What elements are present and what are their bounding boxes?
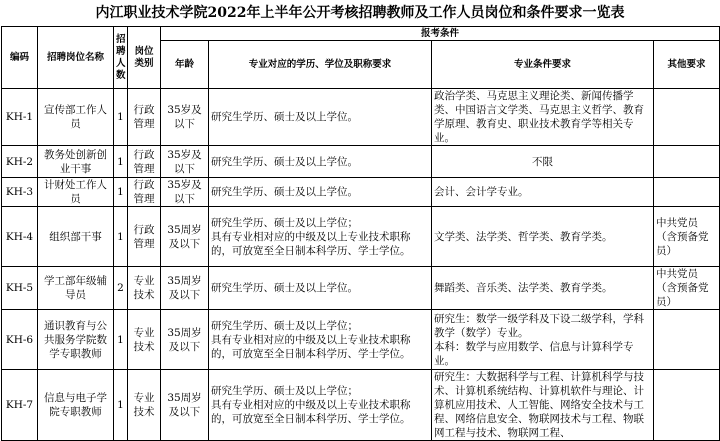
- cell-category: 专业技术: [128, 370, 161, 441]
- cell-other: 中共党员（含预备党员）: [654, 207, 720, 267]
- cell-code: KH-6: [2, 310, 38, 370]
- cell-position: 教务处创新创业干事: [38, 146, 114, 178]
- cell-education: 研究生学历、硕士及以上学位； 具有专业相对应的中级及以上专业技术职称的，可放宽至全日制本科学历、学士学位。: [209, 207, 432, 267]
- cell-major: 政治学类、马克思主义理论类、新闻传播学类、中国语言文学类、马克思主义哲学、教育学原理、教育史、职业技术教育学等相关专业。: [432, 89, 654, 146]
- table-row: [2, 310, 720, 370]
- cell-education: 研究生学历、硕士及以上学位。: [209, 146, 432, 178]
- cell-education: 研究生学历、硕士及以上学位。: [209, 267, 432, 310]
- cell-position: 学工部年级辅导员: [38, 267, 114, 310]
- cell-age: 35周岁及以下: [161, 267, 209, 310]
- cell-code: KH-3: [2, 178, 38, 207]
- table-row: [2, 207, 720, 267]
- cell-code: KH-1: [2, 89, 38, 146]
- cell-code: KH-2: [2, 146, 38, 178]
- cell-category: 专业技术: [128, 310, 161, 370]
- cell-age: 35岁及以下: [161, 178, 209, 207]
- cell-education: 研究生学历、硕士及以上学位； 具有专业相对应的中级及以上专业技术职称的，可放宽至全日制本科学历、学士学位。: [209, 310, 432, 370]
- cell-education: 研究生学历、硕士及以上学位。: [209, 178, 432, 207]
- cell-count: 1: [114, 207, 128, 267]
- table-row: [2, 89, 720, 146]
- cell-count: 2: [114, 267, 128, 310]
- cell-other: 中共党员（含预备党员）: [654, 267, 720, 310]
- header-education: 专业对应的学历、学位及职称要求: [209, 41, 432, 89]
- header-major: 专业条件要求: [432, 41, 654, 89]
- document-title: 内江职业技术学院2022年上半年公开考核招聘教师及工作人员岗位和条件要求一览表: [95, 5, 625, 21]
- cell-position: 组织部干事: [38, 207, 114, 267]
- cell-count: 1: [114, 89, 128, 146]
- cell-position: 通识教育与公共服务学院数学专职教师: [38, 310, 114, 370]
- cell-code: KH-5: [2, 267, 38, 310]
- header-count: 招聘人数: [114, 27, 128, 89]
- cell-count: 1: [114, 370, 128, 441]
- cell-age: 35周岁及以下: [161, 370, 209, 441]
- cell-major: 舞蹈类、音乐类、法学类、教育学类。: [432, 267, 654, 310]
- header-category: 岗位类别: [128, 27, 161, 89]
- table-row: [2, 267, 720, 310]
- cell-major: 会计、会计学专业。: [432, 178, 654, 207]
- cell-category: 专业技术: [128, 267, 161, 310]
- cell-position: 宣传部工作人员: [38, 89, 114, 146]
- cell-major: 研究生：大数据科学与工程、计算机科学与技术、计算机系统结构、计算机软件与理论、计算机应用技术、人工智能、网络安全技术与工程、网络信息安全、物联网技术与工程、物联网工程与技术、物联网工程、: [432, 370, 654, 441]
- cell-code: KH-7: [2, 370, 38, 441]
- cell-code: KH-4: [2, 207, 38, 267]
- header-position: 招聘岗位名称: [38, 27, 114, 89]
- cell-other: [654, 146, 720, 178]
- cell-position: 计财处工作人员: [38, 178, 114, 207]
- header-code: 编码: [2, 27, 38, 89]
- cell-other: [654, 310, 720, 370]
- table-row: [2, 178, 720, 207]
- cell-age: 35岁及以下: [161, 89, 209, 146]
- cell-age: 35周岁及以下: [161, 310, 209, 370]
- cell-age: 35岁及以下: [161, 146, 209, 178]
- cell-position: 信息与电子学院专职教师: [38, 370, 114, 441]
- cell-count: 1: [114, 178, 128, 207]
- table-row: [2, 146, 720, 178]
- cell-education: 研究生学历、硕士及以上学位。: [209, 89, 432, 146]
- cell-major: 研究生：数学一级学科及下设二级学科，学科教学（数学）专业。 本科：数学与应用数学、信息与计算科学专业。: [432, 310, 654, 370]
- table-row: [2, 370, 720, 441]
- positions-table: [1, 26, 720, 441]
- cell-other: [654, 370, 720, 441]
- cell-other: [654, 178, 720, 207]
- cell-count: 1: [114, 310, 128, 370]
- cell-category: 行政管理: [128, 89, 161, 146]
- cell-major: 文学类、法学类、哲学类、教育学类。: [432, 207, 654, 267]
- header-other: 其他要求: [654, 41, 720, 89]
- cell-category: 行政管理: [128, 207, 161, 267]
- cell-education: 研究生学历、硕士及以上学位； 具有专业相对应的中级及以上专业技术职称的，可放宽至全日制本科学历、学士学位。: [209, 370, 432, 441]
- cell-major: 不限: [432, 146, 654, 178]
- header-age: 年龄: [161, 41, 209, 89]
- cell-category: 行政管理: [128, 146, 161, 178]
- cell-other: [654, 89, 720, 146]
- cell-category: 行政管理: [128, 178, 161, 207]
- cell-age: 35周岁及以下: [161, 207, 209, 267]
- header-conditions: 报考条件: [161, 27, 720, 41]
- cell-count: 1: [114, 146, 128, 178]
